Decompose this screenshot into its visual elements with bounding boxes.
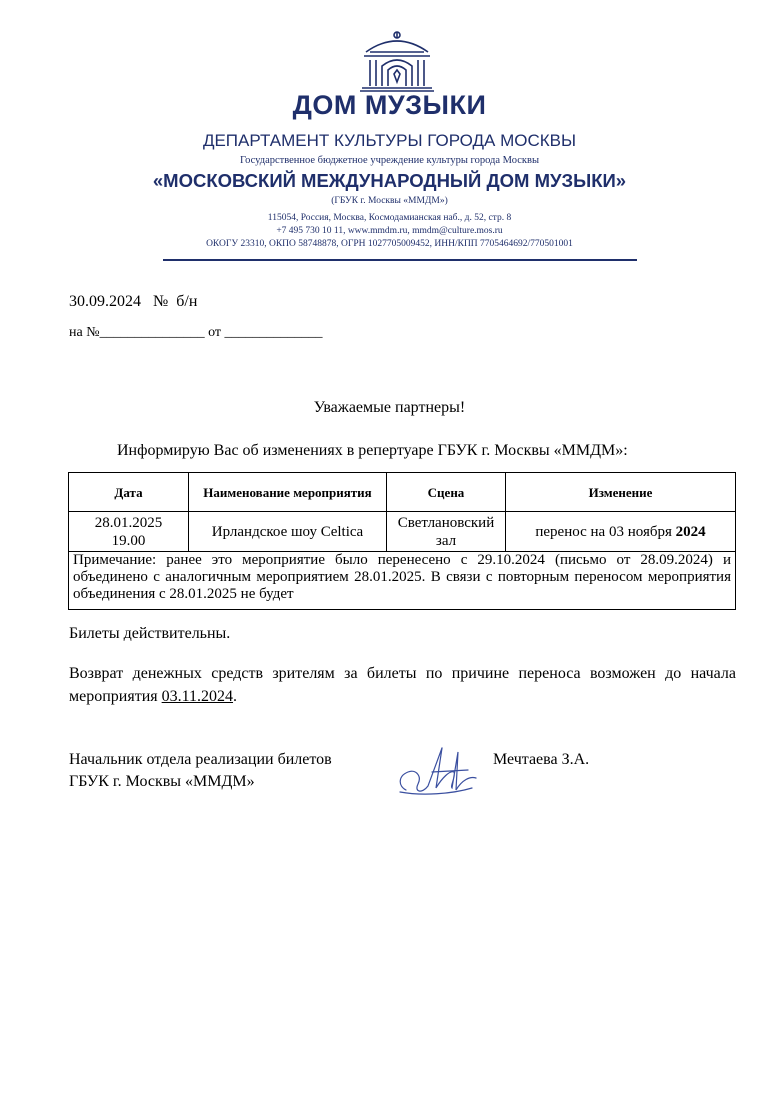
letter-number: б/н [176, 293, 198, 310]
change-text: перенос на 03 ноября [535, 523, 672, 540]
table-note-row [69, 552, 736, 610]
tickets-valid-text: Билеты действительны. [69, 625, 231, 642]
registration-codes: ОКОГУ 23310, ОКПО 58748878, ОГРН 1027705009452, ИНН/КПП 7705464692/770501001 [206, 239, 573, 249]
stage-line-1: Светлановский [397, 514, 495, 531]
letterhead-divider [163, 259, 637, 261]
signatory-title-line-1: Начальник отдела реализации билетов [69, 751, 332, 768]
header-event: Наименование мероприятия [189, 473, 387, 512]
institution-name: «МОСКОВСКИЙ МЕЖДУНАРОДНЫЙ ДОМ МУЗЫКИ» [152, 170, 627, 191]
ref-from: от [208, 325, 222, 340]
header-change: Изменение [506, 473, 736, 512]
refund-paragraph [69, 662, 736, 708]
letter-date-number [69, 292, 197, 312]
header-stage: Сцена [387, 473, 506, 512]
repertoire-changes-table [68, 472, 736, 610]
cell-stage [387, 512, 506, 552]
table-header-row [69, 473, 736, 512]
org-name: ДОМ МУЗЫКИ [292, 90, 487, 120]
contacts: +7 495 730 10 11, www.mmdm.ru, mmdm@culture.mos.ru [276, 226, 503, 236]
intro-paragraph: Информирую Вас об изменениях в репертуаре ГБУК г. Москвы «ММДМ»: [117, 442, 628, 459]
stage-line-2: зал [435, 532, 457, 549]
cell-date [69, 512, 189, 552]
dom-muzyki-logo-icon [358, 30, 436, 92]
table-note: Примечание: ранее это мероприятие было перенесено с 29.10.2024 (письмо от 28.09.2024) и объединено с аналогичным мероприятием 28.01.2025. В связи с повторным переносом мероприятия объединения с 28.01.2025 не будет [69, 552, 736, 610]
letter-date: 30.09.2024 [69, 293, 141, 310]
event-date: 28.01.2025 [94, 514, 163, 531]
header-date: Дата [69, 473, 189, 512]
address: 115054, Россия, Москва, Космодамианская наб., д. 52, стр. 8 [267, 213, 512, 223]
signatory-title [69, 749, 332, 793]
ref-blank-date: ______________ [224, 325, 323, 340]
signatory-title-line-2: ГБУК г. Москвы «ММДМ» [69, 773, 255, 790]
department-name: ДЕПАРТАМЕНТ КУЛЬТУРЫ ГОРОДА МОСКВЫ [202, 131, 577, 150]
table-row [69, 512, 736, 552]
reference-line [69, 323, 323, 343]
greeting: Уважаемые партнеры! [313, 399, 466, 416]
ref-prefix: на № [69, 325, 100, 340]
institution-short-name: (ГБУК г. Москвы «ММДМ») [331, 196, 448, 206]
institution-type: Государственное бюджетное учреждение культуры города Москвы [239, 155, 540, 166]
event-time: 19.00 [111, 532, 146, 549]
refund-end: . [233, 688, 238, 705]
cell-change [506, 512, 736, 552]
number-sign: № [153, 293, 169, 310]
signatory-name: Мечтаева З.А. [493, 751, 590, 768]
refund-date: 03.11.2024 [161, 688, 234, 705]
refund-text: Возврат денежных средств зрителям за билеты по причине переноса возможен до начала мероприятия [69, 665, 736, 705]
cell-event: Ирландское шоу Celtica [189, 512, 387, 552]
handwritten-signature-icon [392, 742, 488, 798]
ref-blank-number: _______________ [99, 325, 205, 340]
change-year: 2024 [675, 523, 706, 540]
